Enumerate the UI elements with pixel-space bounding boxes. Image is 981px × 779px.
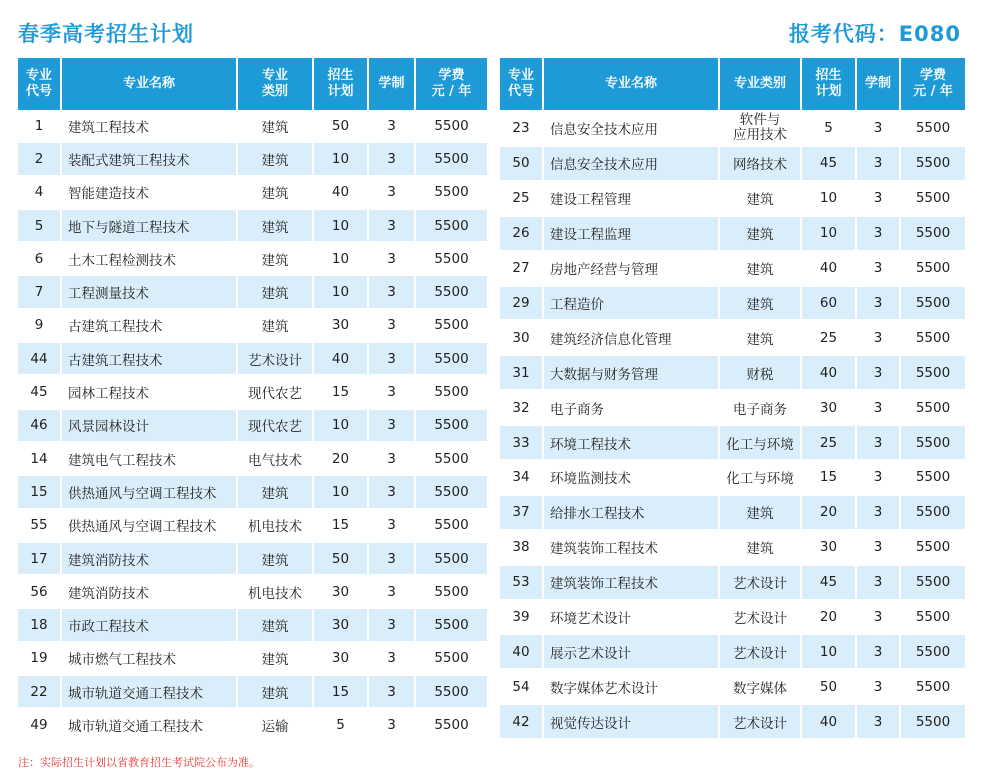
cell-code: 9 (18, 310, 62, 343)
cell-enrollment: 30 (314, 643, 369, 676)
table-row (500, 705, 965, 740)
cell-tuition: 5500 (901, 601, 965, 636)
right-plan-table (500, 58, 965, 740)
cell-major-name: 建筑经济信息化管理 (544, 321, 720, 356)
cell-duration: 3 (857, 287, 901, 322)
header-major-name: 专业名称 (544, 58, 720, 110)
cell-category: 建筑 (238, 476, 314, 509)
cell-tuition: 5500 (901, 705, 965, 740)
cell-tuition: 5500 (416, 510, 487, 543)
cell-code: 14 (18, 443, 62, 476)
cell-code: 23 (500, 110, 544, 147)
cell-major-name: 装配式建筑工程技术 (62, 143, 238, 176)
table-row (18, 510, 487, 543)
table-row (500, 110, 965, 147)
table-row (500, 147, 965, 182)
table-row (500, 601, 965, 636)
header-enrollment: 招生 计划 (314, 58, 369, 110)
cell-tuition: 5500 (901, 496, 965, 531)
table-row (18, 443, 487, 476)
cell-enrollment: 60 (802, 287, 857, 322)
cell-code: 50 (500, 147, 544, 182)
cell-major-name: 地下与隧道工程技术 (62, 210, 238, 243)
cell-category: 电子商务 (720, 391, 802, 426)
cell-category: 数字媒体 (720, 670, 802, 705)
cell-duration: 3 (369, 143, 416, 176)
cell-duration: 3 (369, 543, 416, 576)
cell-tuition: 5500 (901, 321, 965, 356)
cell-tuition: 5500 (901, 182, 965, 217)
cell-major-name: 古建筑工程技术 (62, 343, 238, 376)
cell-code: 7 (18, 276, 62, 309)
cell-tuition: 5500 (901, 217, 965, 252)
cell-category: 建筑 (720, 321, 802, 356)
cell-enrollment: 30 (314, 310, 369, 343)
cell-duration: 3 (369, 410, 416, 443)
cell-major-name: 展示艺术设计 (544, 635, 720, 670)
cell-major-name: 土木工程检测技术 (62, 243, 238, 276)
table-row (18, 543, 487, 576)
cell-major-name: 工程测量技术 (62, 276, 238, 309)
cell-major-name: 风景园林设计 (62, 410, 238, 443)
cell-duration: 3 (369, 643, 416, 676)
cell-major-name: 建筑消防技术 (62, 576, 238, 609)
table-row (500, 461, 965, 496)
cell-code: 56 (18, 576, 62, 609)
table-row (500, 217, 965, 252)
cell-category: 现代农艺 (238, 410, 314, 443)
cell-category: 财税 (720, 356, 802, 391)
cell-major-name: 城市燃气工程技术 (62, 643, 238, 676)
table-row (500, 531, 965, 566)
cell-category: 建筑 (238, 177, 314, 210)
cell-tuition: 5500 (901, 635, 965, 670)
cell-major-name: 数字媒体艺术设计 (544, 670, 720, 705)
cell-category: 艺术设计 (720, 635, 802, 670)
cell-code: 1 (18, 110, 62, 143)
table-row (500, 356, 965, 391)
table-row (500, 391, 965, 426)
header-duration: 学制 (369, 58, 416, 110)
cell-enrollment: 15 (314, 510, 369, 543)
cell-category: 建筑 (238, 276, 314, 309)
cell-tuition: 5500 (416, 476, 487, 509)
table-row (500, 426, 965, 461)
cell-duration: 3 (857, 461, 901, 496)
table-row (18, 476, 487, 509)
table-row (18, 410, 487, 443)
cell-code: 31 (500, 356, 544, 391)
cell-major-name: 城市轨道交通工程技术 (62, 709, 238, 742)
cell-duration: 3 (369, 310, 416, 343)
cell-enrollment: 10 (314, 243, 369, 276)
cell-duration: 3 (369, 709, 416, 742)
cell-duration: 3 (369, 676, 416, 709)
cell-major-name: 大数据与财务管理 (544, 356, 720, 391)
table-row (18, 177, 487, 210)
cell-enrollment: 10 (314, 276, 369, 309)
cell-code: 32 (500, 391, 544, 426)
cell-category: 建筑 (720, 252, 802, 287)
cell-major-name: 给排水工程技术 (544, 496, 720, 531)
table-row (18, 110, 487, 143)
cell-tuition: 5500 (416, 210, 487, 243)
cell-tuition: 5500 (416, 676, 487, 709)
header-tuition: 学费 元 / 年 (901, 58, 965, 110)
cell-code: 19 (18, 643, 62, 676)
cell-enrollment: 10 (802, 217, 857, 252)
cell-code: 54 (500, 670, 544, 705)
cell-enrollment: 40 (802, 252, 857, 287)
cell-code: 38 (500, 531, 544, 566)
cell-major-name: 建筑消防技术 (62, 543, 238, 576)
cell-duration: 3 (369, 576, 416, 609)
cell-code: 29 (500, 287, 544, 322)
cell-tuition: 5500 (416, 343, 487, 376)
table-row (500, 635, 965, 670)
cell-major-name: 建筑装饰工程技术 (544, 566, 720, 601)
cell-duration: 3 (857, 252, 901, 287)
cell-enrollment: 15 (314, 376, 369, 409)
cell-enrollment: 30 (314, 609, 369, 642)
cell-enrollment: 5 (314, 709, 369, 742)
cell-duration: 3 (369, 510, 416, 543)
table-row (18, 643, 487, 676)
header-code: 专业 代号 (18, 58, 62, 110)
cell-major-name: 建筑装饰工程技术 (544, 531, 720, 566)
cell-code: 46 (18, 410, 62, 443)
cell-duration: 3 (857, 217, 901, 252)
cell-duration: 3 (369, 343, 416, 376)
cell-tuition: 5500 (416, 110, 487, 143)
cell-code: 33 (500, 426, 544, 461)
cell-category: 建筑 (238, 310, 314, 343)
cell-major-name: 建筑工程技术 (62, 110, 238, 143)
cell-category: 建筑 (720, 531, 802, 566)
cell-enrollment: 40 (802, 705, 857, 740)
table-row (500, 287, 965, 322)
cell-code: 53 (500, 566, 544, 601)
table-row (500, 566, 965, 601)
cell-tuition: 5500 (416, 543, 487, 576)
cell-code: 22 (18, 676, 62, 709)
cell-category: 建筑 (238, 243, 314, 276)
cell-duration: 3 (369, 210, 416, 243)
table-header-row (500, 58, 965, 110)
table-row (18, 276, 487, 309)
table-row (500, 670, 965, 705)
cell-enrollment: 10 (314, 210, 369, 243)
cell-category: 建筑 (238, 543, 314, 576)
cell-major-name: 工程造价 (544, 287, 720, 322)
cell-category: 建筑 (238, 143, 314, 176)
cell-enrollment: 30 (802, 391, 857, 426)
cell-enrollment: 15 (802, 461, 857, 496)
cell-tuition: 5500 (901, 110, 965, 147)
table-row (500, 321, 965, 356)
cell-tuition: 5500 (416, 310, 487, 343)
cell-tuition: 5500 (416, 376, 487, 409)
cell-code: 17 (18, 543, 62, 576)
table-row (18, 210, 487, 243)
cell-enrollment: 50 (314, 543, 369, 576)
cell-duration: 3 (369, 110, 416, 143)
cell-major-name: 房地产经营与管理 (544, 252, 720, 287)
cell-tuition: 5500 (416, 410, 487, 443)
cell-code: 27 (500, 252, 544, 287)
header-code: 专业 代号 (500, 58, 544, 110)
cell-enrollment: 20 (314, 443, 369, 476)
cell-tuition: 5500 (901, 252, 965, 287)
cell-tuition: 5500 (416, 576, 487, 609)
table-row (500, 496, 965, 531)
cell-enrollment: 45 (802, 147, 857, 182)
header-tuition: 学费 元 / 年 (416, 58, 487, 110)
cell-enrollment: 10 (314, 143, 369, 176)
table-row (500, 252, 965, 287)
cell-code: 2 (18, 143, 62, 176)
cell-tuition: 5500 (416, 143, 487, 176)
cell-duration: 3 (857, 531, 901, 566)
cell-category: 电气技术 (238, 443, 314, 476)
cell-enrollment: 5 (802, 110, 857, 147)
cell-duration: 3 (857, 635, 901, 670)
cell-enrollment: 15 (314, 676, 369, 709)
cell-category: 建筑 (238, 609, 314, 642)
cell-category: 建筑 (720, 182, 802, 217)
cell-tuition: 5500 (416, 709, 487, 742)
cell-category: 建筑 (720, 217, 802, 252)
cell-category: 建筑 (720, 496, 802, 531)
cell-category: 机电技术 (238, 510, 314, 543)
cell-code: 4 (18, 177, 62, 210)
cell-duration: 3 (857, 391, 901, 426)
cell-code: 42 (500, 705, 544, 740)
cell-enrollment: 40 (314, 343, 369, 376)
cell-duration: 3 (369, 609, 416, 642)
cell-category: 艺术设计 (720, 566, 802, 601)
cell-tuition: 5500 (901, 287, 965, 322)
cell-duration: 3 (369, 443, 416, 476)
cell-tuition: 5500 (416, 643, 487, 676)
cell-duration: 3 (857, 356, 901, 391)
cell-enrollment: 25 (802, 321, 857, 356)
cell-category: 建筑 (238, 210, 314, 243)
cell-tuition: 5500 (901, 531, 965, 566)
table-row (500, 182, 965, 217)
cell-enrollment: 25 (802, 426, 857, 461)
cell-major-name: 城市轨道交通工程技术 (62, 676, 238, 709)
cell-duration: 3 (369, 276, 416, 309)
cell-duration: 3 (857, 426, 901, 461)
cell-tuition: 5500 (901, 391, 965, 426)
cell-enrollment: 30 (802, 531, 857, 566)
cell-enrollment: 50 (802, 670, 857, 705)
table-row (18, 576, 487, 609)
cell-tuition: 5500 (416, 243, 487, 276)
cell-enrollment: 50 (314, 110, 369, 143)
cell-code: 30 (500, 321, 544, 356)
cell-major-name: 供热通风与空调工程技术 (62, 476, 238, 509)
cell-major-name: 环境艺术设计 (544, 601, 720, 636)
table-row (18, 676, 487, 709)
cell-category: 建筑 (720, 287, 802, 322)
cell-duration: 3 (369, 476, 416, 509)
header-category: 专业类别 (720, 58, 802, 110)
cell-enrollment: 30 (314, 576, 369, 609)
cell-code: 45 (18, 376, 62, 409)
cell-major-name: 信息安全技术应用 (544, 147, 720, 182)
cell-enrollment: 40 (314, 177, 369, 210)
table-row (18, 609, 487, 642)
cell-duration: 3 (857, 705, 901, 740)
cell-category: 艺术设计 (720, 601, 802, 636)
cell-major-name: 古建筑工程技术 (62, 310, 238, 343)
cell-duration: 3 (857, 182, 901, 217)
cell-category: 化工与环境 (720, 426, 802, 461)
cell-enrollment: 20 (802, 601, 857, 636)
cell-duration: 3 (369, 177, 416, 210)
cell-enrollment: 20 (802, 496, 857, 531)
header-duration: 学制 (857, 58, 901, 110)
cell-tuition: 5500 (416, 609, 487, 642)
left-plan-table (18, 58, 487, 743)
cell-code: 37 (500, 496, 544, 531)
cell-category: 现代农艺 (238, 376, 314, 409)
cell-duration: 3 (369, 243, 416, 276)
exam-code: 报考代码：E080 (788, 22, 961, 46)
cell-duration: 3 (369, 376, 416, 409)
cell-duration: 3 (857, 321, 901, 356)
cell-major-name: 信息安全技术应用 (544, 110, 720, 147)
cell-category: 运输 (238, 709, 314, 742)
cell-enrollment: 10 (314, 476, 369, 509)
cell-enrollment: 40 (802, 356, 857, 391)
cell-major-name: 市政工程技术 (62, 609, 238, 642)
cell-category: 艺术设计 (720, 705, 802, 740)
cell-duration: 3 (857, 496, 901, 531)
cell-category: 艺术设计 (238, 343, 314, 376)
cell-tuition: 5500 (901, 147, 965, 182)
cell-code: 6 (18, 243, 62, 276)
cell-tuition: 5500 (901, 461, 965, 496)
cell-duration: 3 (857, 601, 901, 636)
cell-major-name: 环境工程技术 (544, 426, 720, 461)
cell-major-name: 建设工程监理 (544, 217, 720, 252)
table-row (18, 709, 487, 742)
cell-tuition: 5500 (901, 566, 965, 601)
cell-code: 26 (500, 217, 544, 252)
header-category: 专业 类别 (238, 58, 314, 110)
footnote: 注：实际招生计划以省教育招生考试院公布为准。 (18, 756, 260, 769)
cell-tuition: 5500 (901, 670, 965, 705)
cell-enrollment: 10 (802, 182, 857, 217)
cell-duration: 3 (857, 670, 901, 705)
cell-category: 机电技术 (238, 576, 314, 609)
cell-tuition: 5500 (416, 443, 487, 476)
cell-category: 软件与 应用技术 (720, 110, 802, 147)
cell-code: 5 (18, 210, 62, 243)
cell-enrollment: 10 (314, 410, 369, 443)
cell-tuition: 5500 (901, 356, 965, 391)
table-row (18, 243, 487, 276)
cell-enrollment: 45 (802, 566, 857, 601)
cell-major-name: 建设工程管理 (544, 182, 720, 217)
cell-category: 化工与环境 (720, 461, 802, 496)
cell-code: 44 (18, 343, 62, 376)
table-header-row (18, 58, 487, 110)
cell-category: 建筑 (238, 643, 314, 676)
cell-tuition: 5500 (901, 426, 965, 461)
cell-code: 34 (500, 461, 544, 496)
cell-duration: 3 (857, 566, 901, 601)
cell-major-name: 园林工程技术 (62, 376, 238, 409)
table-row (18, 343, 487, 376)
cell-code: 25 (500, 182, 544, 217)
cell-code: 55 (18, 510, 62, 543)
cell-major-name: 环境监测技术 (544, 461, 720, 496)
cell-code: 39 (500, 601, 544, 636)
cell-duration: 3 (857, 110, 901, 147)
cell-category: 网络技术 (720, 147, 802, 182)
header-major-name: 专业名称 (62, 58, 238, 110)
cell-major-name: 供热通风与空调工程技术 (62, 510, 238, 543)
cell-enrollment: 10 (802, 635, 857, 670)
cell-tuition: 5500 (416, 276, 487, 309)
table-row (18, 143, 487, 176)
page-title: 春季高考招生计划 (18, 22, 194, 46)
cell-code: 40 (500, 635, 544, 670)
cell-duration: 3 (857, 147, 901, 182)
cell-category: 建筑 (238, 110, 314, 143)
cell-category: 建筑 (238, 676, 314, 709)
table-row (18, 376, 487, 409)
table-row (18, 310, 487, 343)
cell-code: 49 (18, 709, 62, 742)
cell-major-name: 智能建造技术 (62, 177, 238, 210)
cell-tuition: 5500 (416, 177, 487, 210)
cell-major-name: 建筑电气工程技术 (62, 443, 238, 476)
cell-major-name: 电子商务 (544, 391, 720, 426)
cell-code: 18 (18, 609, 62, 642)
header-enrollment: 招生 计划 (802, 58, 857, 110)
cell-code: 15 (18, 476, 62, 509)
cell-major-name: 视觉传达设计 (544, 705, 720, 740)
